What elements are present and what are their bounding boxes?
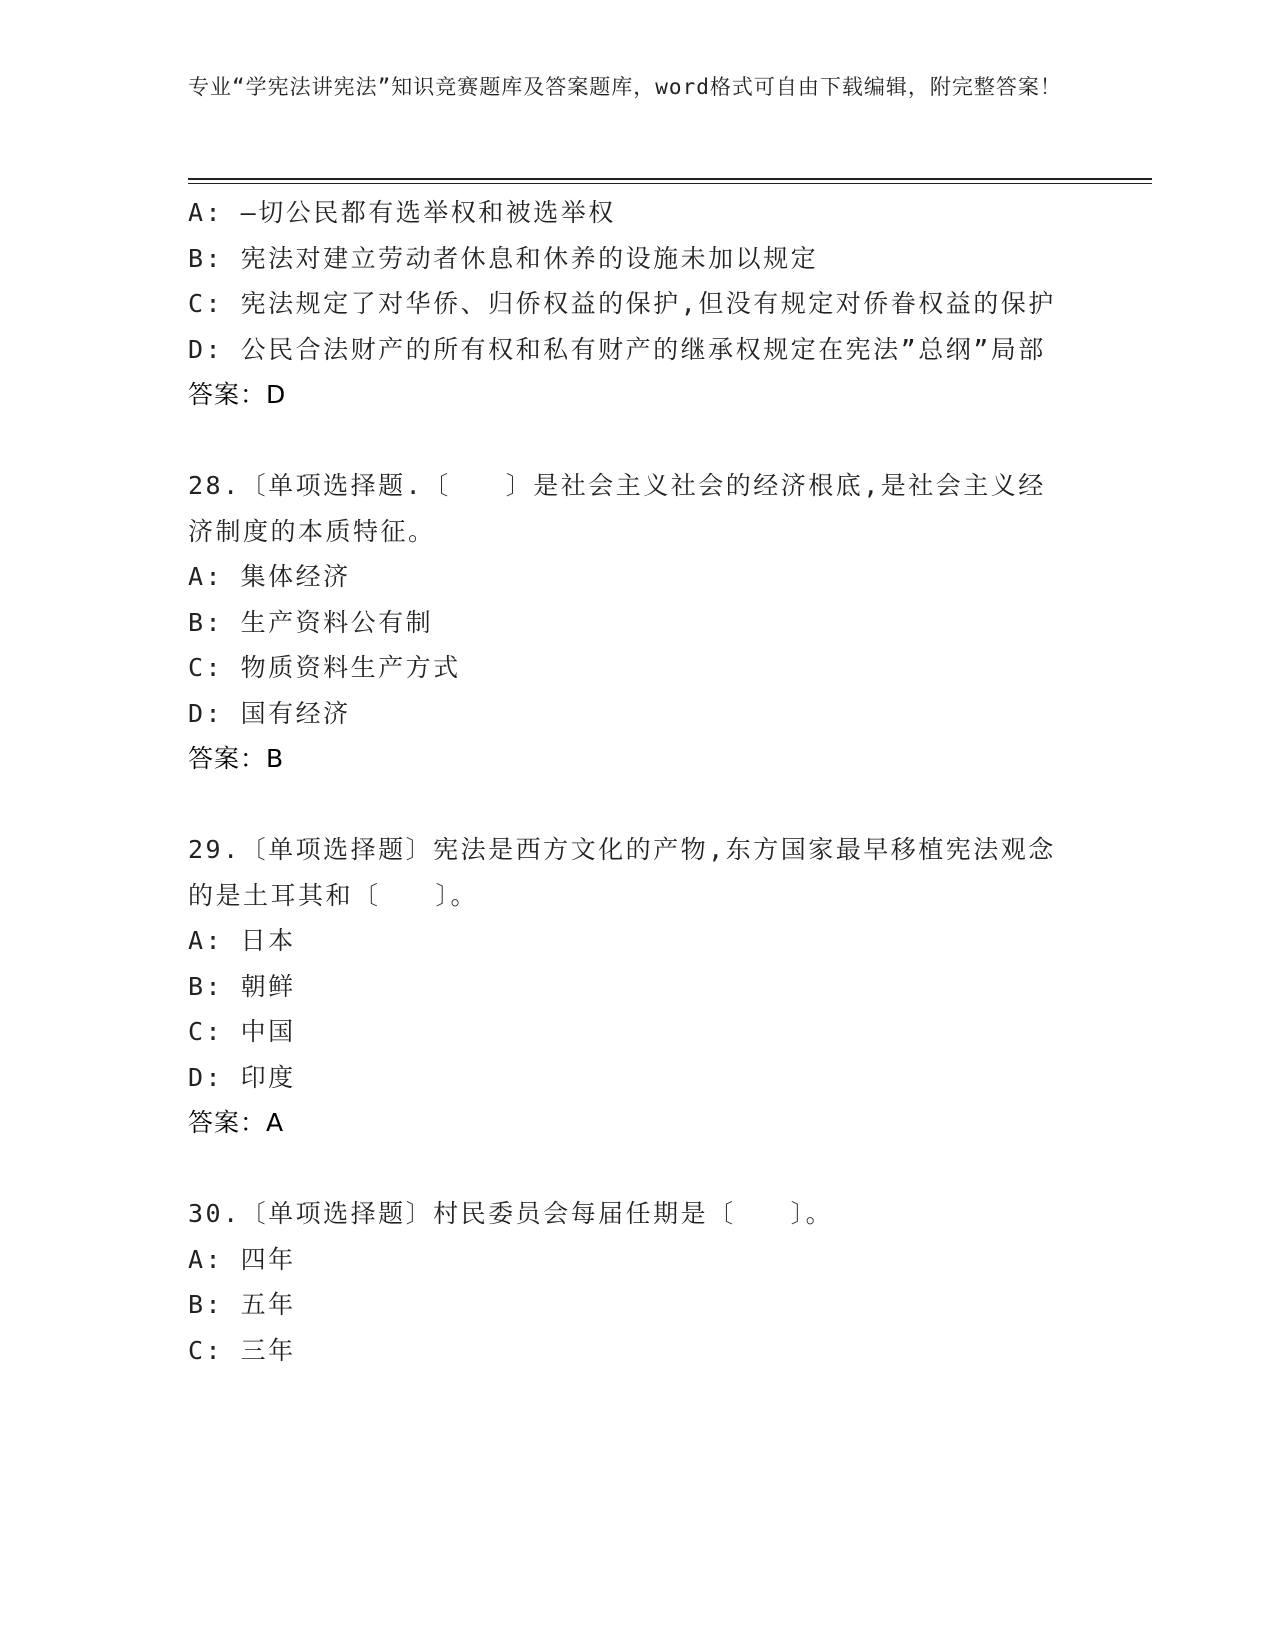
document-header: 专业“学宪法讲宪法”知识竞赛题库及答案题库，word格式可自由下载编辑，附完整答案！ [188, 75, 1062, 99]
option-c: C: 三年 [188, 1335, 296, 1365]
answer-line: 答案：B [188, 744, 285, 773]
option-b: B: 宪法对建立劳动者休息和休养的设施未加以规定 [188, 243, 819, 273]
question-30-block [188, 1191, 1068, 1373]
answer-line: 答案：A [188, 1108, 285, 1137]
header-divider-thin [188, 183, 1152, 184]
option-a: A: 集体经济 [188, 562, 351, 591]
option-c: C: 宪法规定了对华侨、归侨权益的保护,但没有规定对侨眷权益的保护 [188, 289, 1056, 318]
option-d: D: 公民合法财产的所有权和私有财产的继承权规定在宪法”总纲”局部 [188, 334, 1046, 364]
option-b: B: 五年 [188, 1290, 296, 1319]
question-content [188, 190, 1068, 1373]
option-d: D: 国有经济 [188, 698, 351, 728]
option-b: B: 朝鲜 [188, 971, 296, 1001]
question-stem: 29.〔单项选择题〕宪法是西方文化的产物,东方国家最早移植宪法观念的是土耳其和〔 〕。 [188, 835, 1056, 910]
option-c: C: 中国 [188, 1017, 296, 1046]
question-28-block [188, 463, 1068, 782]
question-stem: 28.〔单项选择题.〔 〕是社会主义社会的经济根底,是社会主义经济制度的本质特征。 [188, 471, 1046, 546]
spacer [188, 782, 1068, 828]
question-stem: 30.〔单项选择题〕村民委员会每届任期是〔 〕。 [188, 1199, 834, 1228]
answer-line: 答案：D [188, 380, 287, 409]
option-d: D: 印度 [188, 1062, 296, 1092]
question-29-block [188, 827, 1068, 1146]
option-a: A: —切公民都有选举权和被选举权 [188, 198, 616, 227]
prev-question-block [188, 190, 1068, 418]
option-b: B: 生产资料公有制 [188, 607, 434, 637]
option-a: A: 日本 [188, 926, 296, 955]
spacer [188, 418, 1068, 464]
spacer [188, 1146, 1068, 1192]
option-c: C: 物质资料生产方式 [188, 653, 461, 682]
option-a: A: 四年 [188, 1244, 296, 1274]
header-divider-thick [188, 178, 1152, 180]
